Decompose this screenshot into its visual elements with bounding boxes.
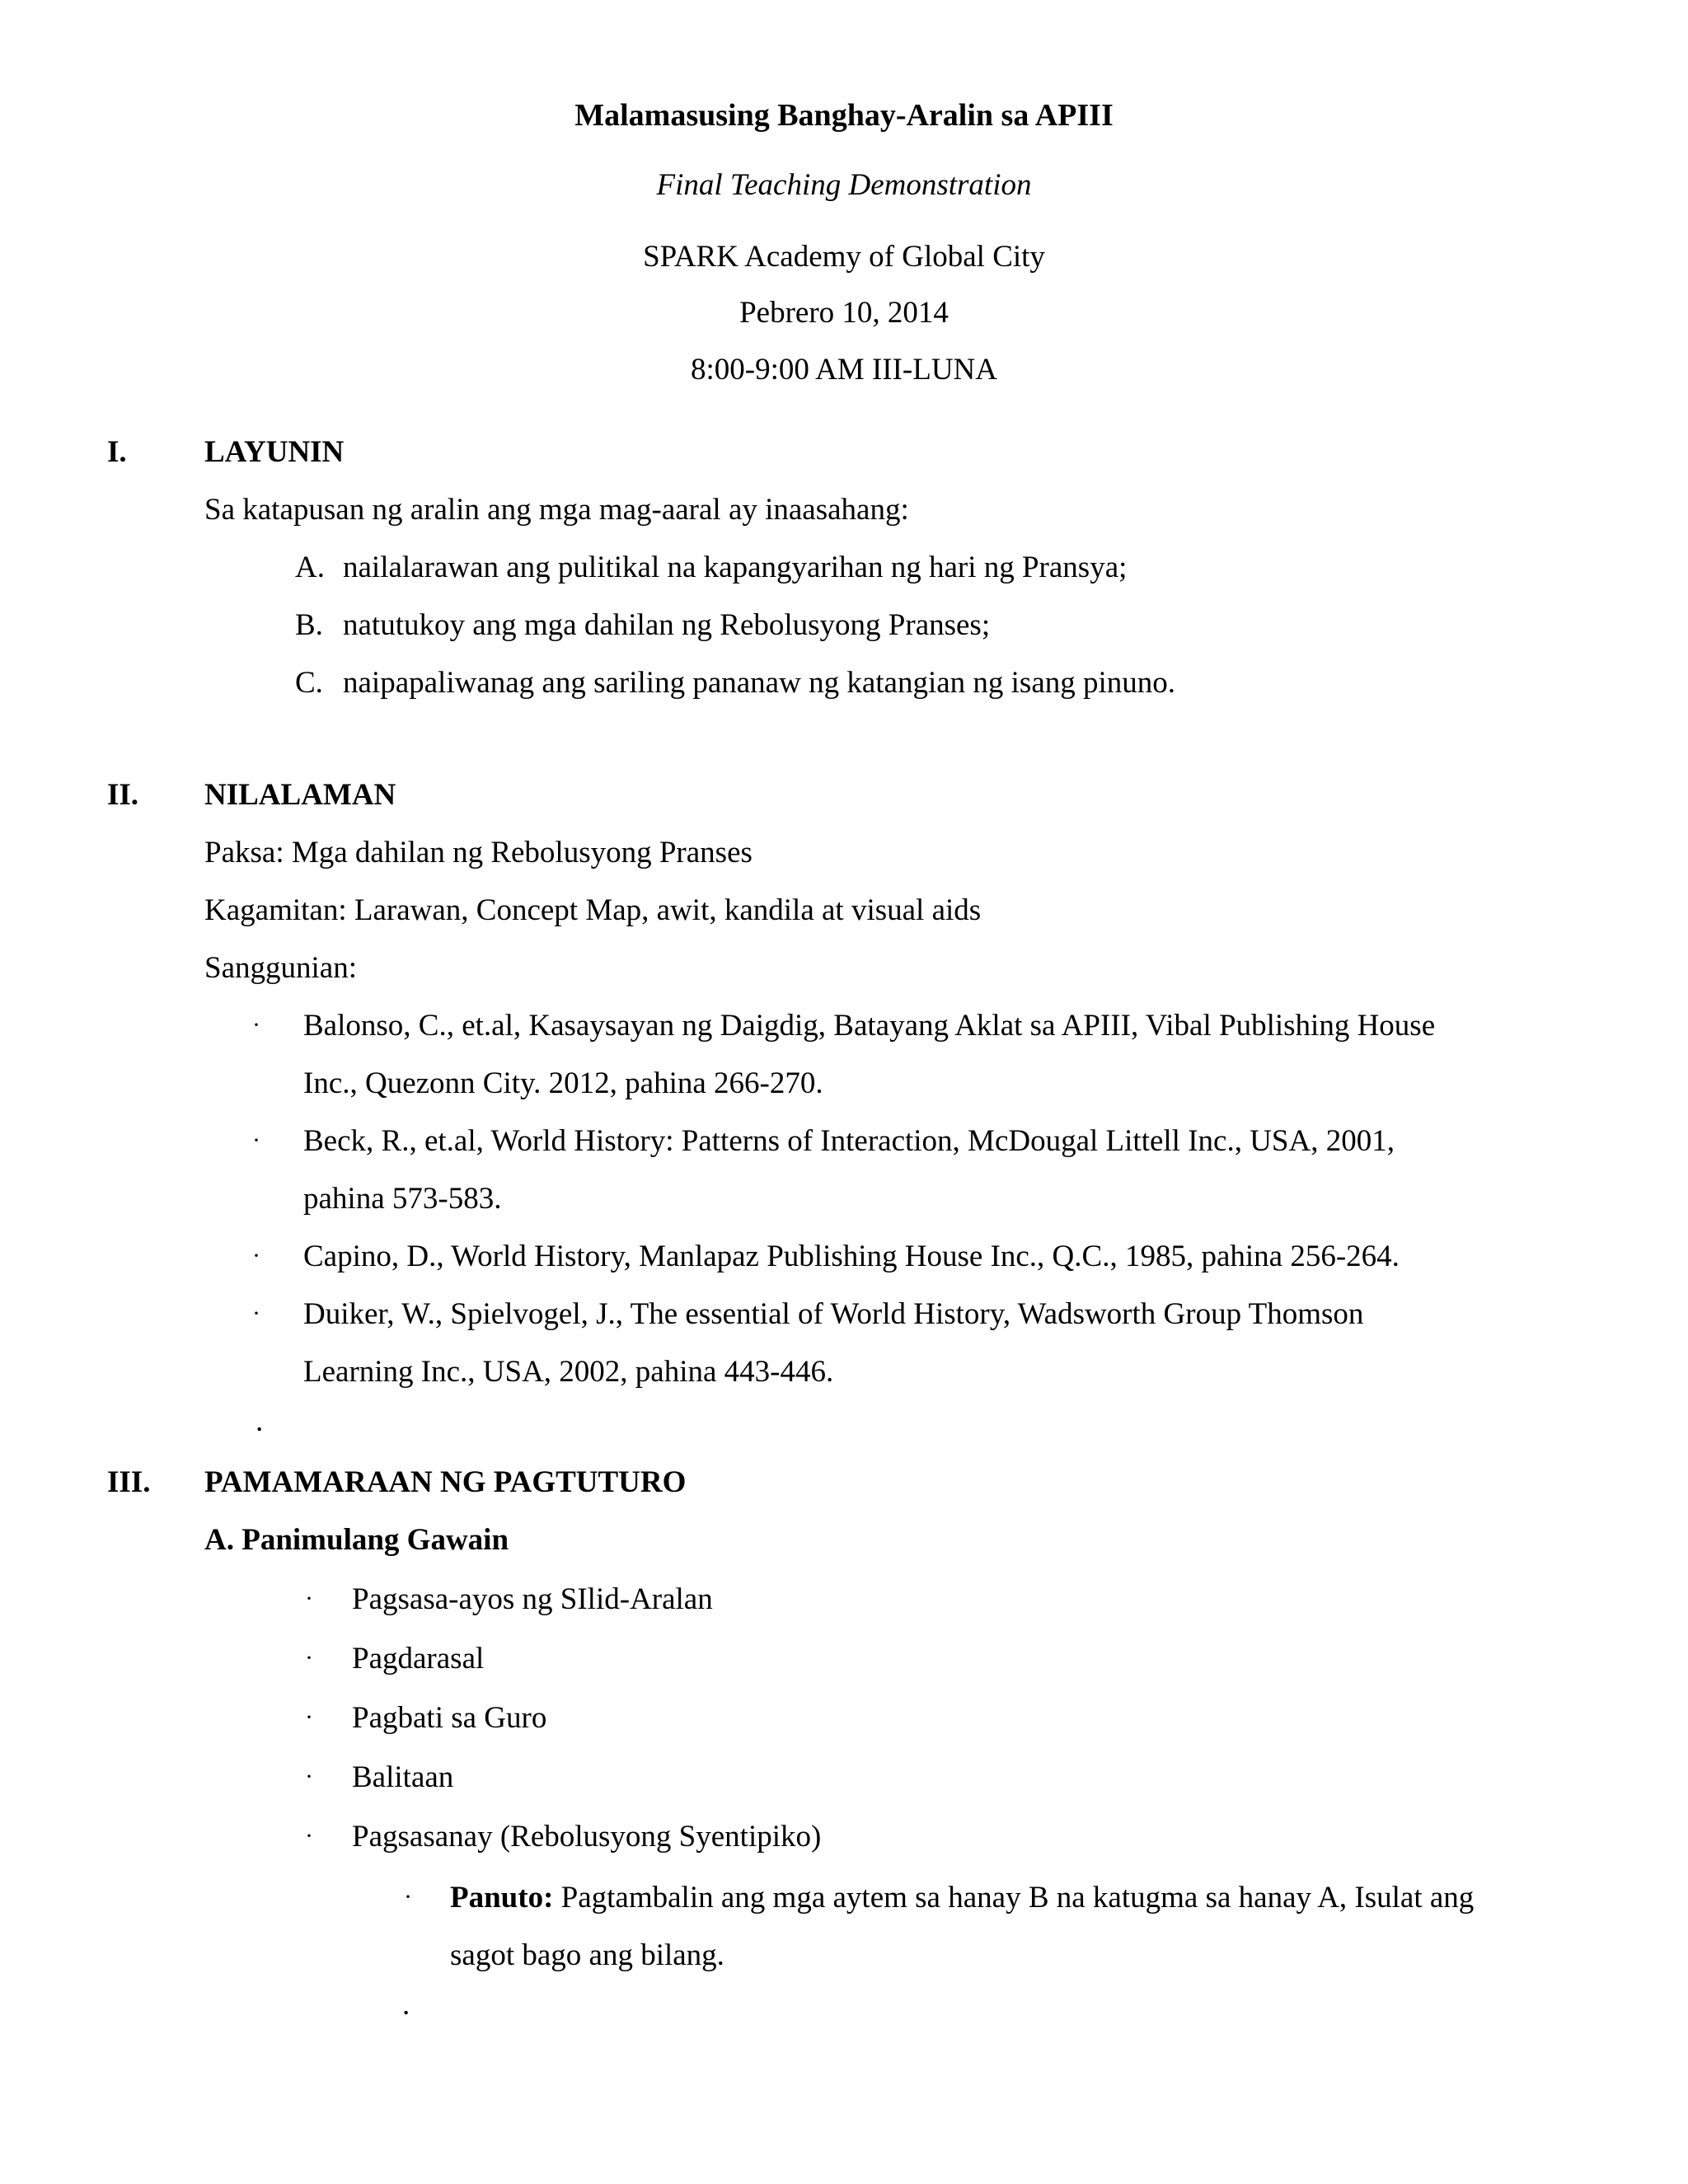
section-1-intro: Sa katapusan ng aralin ang mga mag-aaral ay inaasahang:: [204, 493, 909, 527]
activity-5-text: Pagsasanay (Rebolusyong Syentipiko): [352, 1820, 822, 1854]
reference-4-line-2: Learning Inc., USA, 2002, pahina 443-446.: [303, 1355, 834, 1389]
activity-2-text: Pagdarasal: [352, 1642, 485, 1675]
objective-c-letter: C.: [295, 666, 323, 700]
paksa-line: Paksa: Mga dahilan ng Rebolusyong Pranses: [204, 836, 753, 869]
section-2-numeral: II.: [107, 778, 139, 812]
lesson-time: 8:00-9:00 AM III-LUNA: [690, 353, 997, 387]
panuto-label: Panuto:: [450, 1881, 554, 1915]
objective-c-text: naipapaliwanag ang sariling pananaw ng katangian ng isang pinuno.: [343, 666, 1176, 700]
kagamitan-line: Kagamitan: Larawan, Concept Map, awit, kandila at visual aids: [204, 893, 982, 927]
reference-3-line-1: Capino, D., World History, Manlapaz Publishing House Inc., Q.C., 1985, pahina 256-264.: [303, 1240, 1400, 1273]
activity-1-text: Pagsasa-ayos ng SIlid-Aralan: [352, 1582, 713, 1616]
lesson-date: Pebrero 10, 2014: [739, 296, 949, 330]
sanggunian-label: Sanggunian:: [204, 951, 357, 985]
school-name: SPARK Academy of Global City: [643, 240, 1045, 274]
section-3-numeral: III.: [107, 1465, 151, 1499]
subsection-a-heading: A. Panimulang Gawain: [204, 1523, 509, 1557]
reference-2-line-1: Beck, R., et.al, World History: Patterns of Interaction, McDougal Littell Inc., USA, 2001,: [303, 1124, 1395, 1158]
activity-1-bullet: ·: [305, 1585, 313, 1612]
objective-b-text: natutukoy ang mga dahilan ng Rebolusyong Pranses;: [343, 608, 991, 642]
activity-5-bullet: ·: [305, 1822, 313, 1849]
reference-4-bullet: ·: [252, 1300, 260, 1327]
section-3-trailing-dot: .: [402, 1988, 410, 2022]
panuto-line-2: sagot bago ang bilang.: [450, 1938, 724, 1972]
activity-3-bullet: ·: [305, 1704, 313, 1731]
reference-2-bullet: ·: [252, 1127, 260, 1154]
reference-1-bullet: ·: [252, 1011, 260, 1038]
objective-b-letter: B.: [295, 608, 323, 642]
panuto-text: Pagtambalin ang mga aytem sa hanay B na katugma sa hanay A, Isulat ang: [560, 1881, 1475, 1915]
section-2-trailing-dot: .: [256, 1404, 264, 1438]
section-2-heading: NILALAMAN: [204, 778, 396, 812]
objective-a-text: nailalarawan ang pulitikal na kapangyarihan ng hari ng Pransya;: [343, 551, 1128, 584]
section-1-heading: LAYUNIN: [204, 435, 345, 469]
objective-a-letter: A.: [295, 551, 325, 584]
reference-4-line-1: Duiker, W., Spielvogel, J., The essential of World History, Wadsworth Group Thomson: [303, 1297, 1364, 1331]
section-3-heading: PAMAMARAAN NG PAGTUTURO: [204, 1465, 687, 1499]
document-title: Malamasusing Banghay-Aralin sa APIII: [574, 98, 1114, 133]
activity-4-text: Balitaan: [352, 1760, 454, 1794]
reference-1-line-1: Balonso, C., et.al, Kasaysayan ng Daigdig, Batayang Aklat sa APIII, Vibal Publishing House: [303, 1009, 1436, 1043]
panuto-bullet: ·: [404, 1883, 412, 1910]
panuto-line-1: [450, 1880, 1474, 1915]
section-1-numeral: I.: [107, 435, 127, 469]
activity-2-bullet: ·: [305, 1644, 313, 1671]
activity-3-text: Pagbati sa Guro: [352, 1701, 547, 1735]
reference-3-bullet: ·: [252, 1242, 260, 1269]
reference-1-line-2: Inc., Quezonn City. 2012, pahina 266-270.: [303, 1066, 823, 1100]
activity-4-bullet: ·: [305, 1763, 313, 1790]
reference-2-line-2: pahina 573-583.: [303, 1182, 502, 1216]
document-subtitle: Final Teaching Demonstration: [656, 168, 1032, 202]
